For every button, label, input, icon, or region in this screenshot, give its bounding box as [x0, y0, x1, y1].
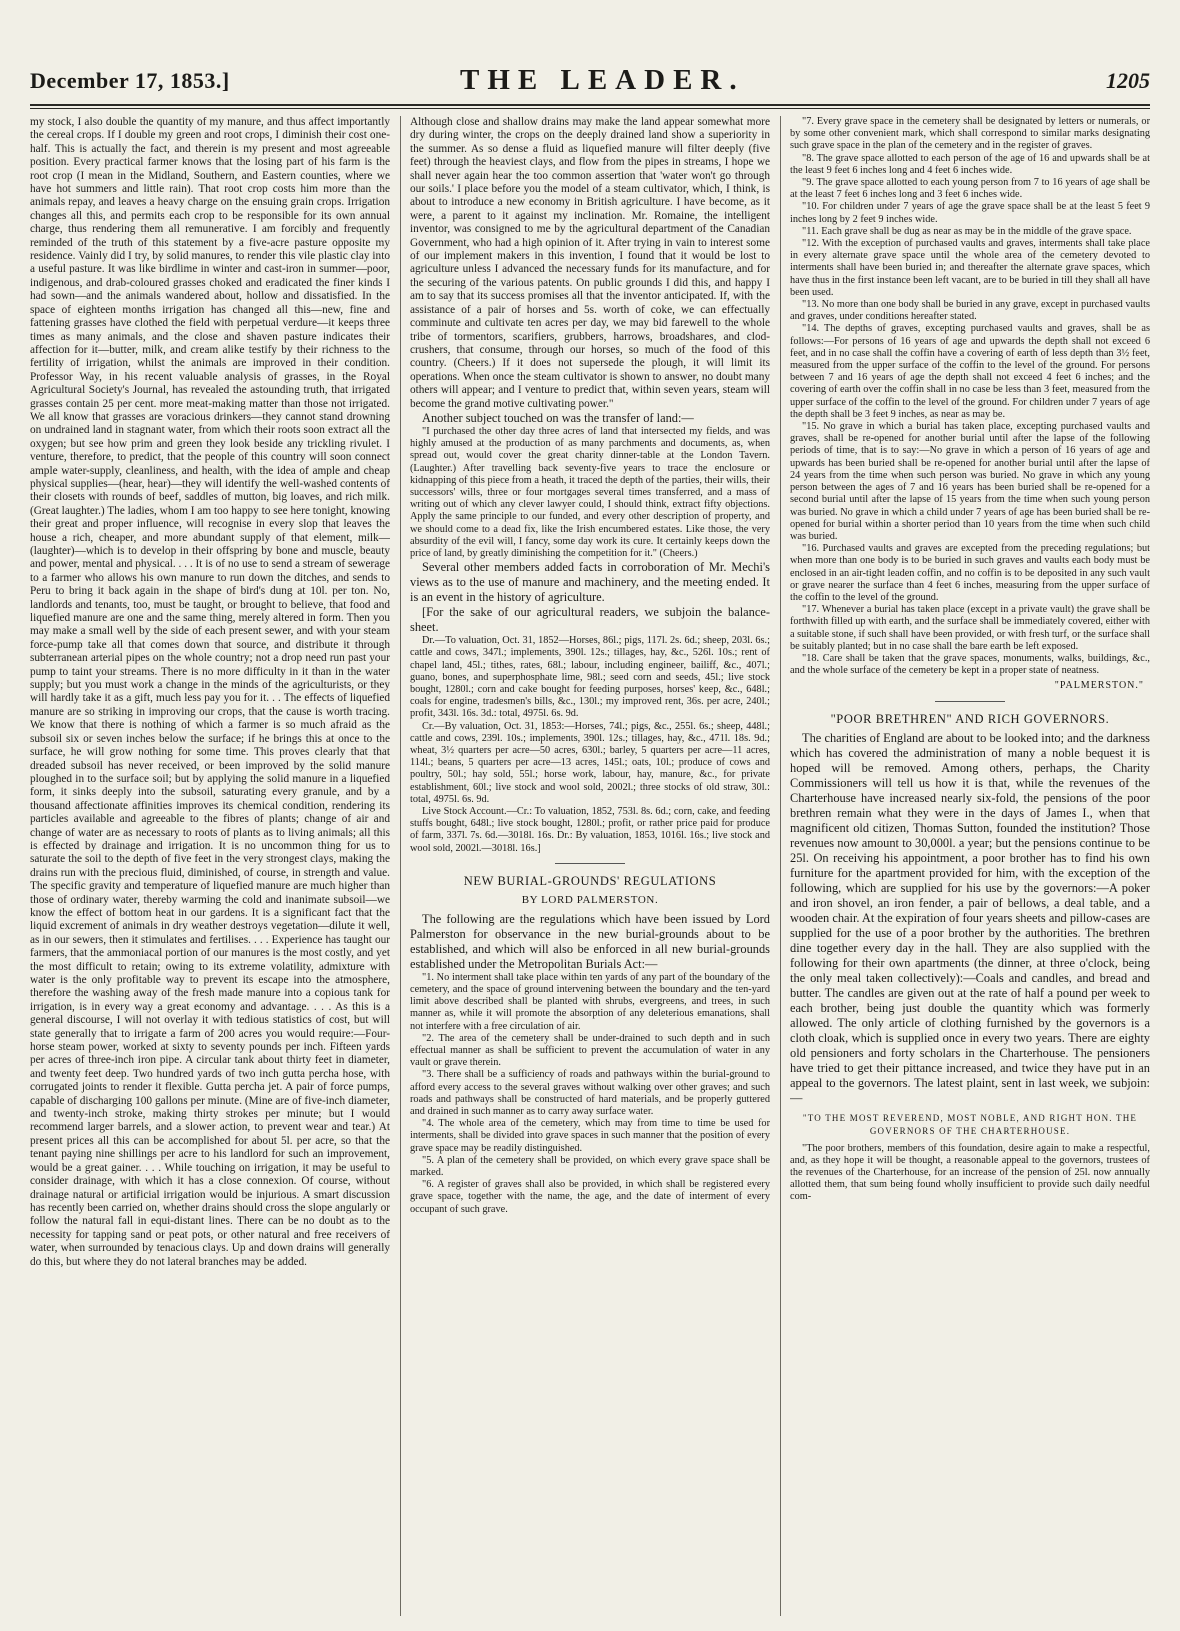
page-number: 1205	[1106, 68, 1150, 93]
masthead	[30, 62, 1150, 102]
issue-date: December 17, 1853.]	[30, 68, 230, 93]
article-paragraph: Although close and shallow drains may make the land appear somewhat more dry during winter, the crops on the deeply drained land show a superiority in the summer. As so dense a fluid as liquefied manure will filter deeply (five feet) through the heaviest clays, and flow from the pipes in streams, I hope we shall never again hear the too common assertion that 'water won't go through our soils.' I place before you the model of a steam cultivator, which, I think, is about to introduce a new economy in British agriculture. I have become, as it were, a parent to it against my inclination. Mr. Romaine, the intelligent inventor, was consigned to me by the agricultural department of the Canadian Government, who had a high opinion of it. After trying in vain to interest some of our implement makers in this invention, I found that it would be lost to agriculture unless I advanced the necessary funds for its manufacture, and for the securing of the various patents. On public grounds I did this, and happy I am to say that its success promises all that the inventor anticipated. If, with the assistance of a pair of horses and 5s. worth of coke, we can effectually comminute and cultivate ten acres per day, we may bid farewell to the whole tribe of tormentors, scarifiers, grubbers, harrows, broadshares, and clod-crushers, that consume, through our horses, so much of the food of this country. (Cheers.) If it does not supersede the plough, it will limit its operations. When once the steam cultivator is shown to answer, no doubt many others will appear; and I venture to predict that, within seven years, steam will become the grand motive cultivating power."	[410, 116, 770, 410]
article-paragraph: [For the sake of our agricultural readers, we subjoin the balance-sheet.	[410, 605, 770, 635]
section-heading: "POOR BRETHREN" AND RICH GOVERNORS.	[830, 711, 1110, 726]
regulation-item: "17. Whenever a burial has taken place (except in a private vault) the grave shall be forthwith filled up with earth, and the surface shall be immediately covered, either with a suitable stone, if such shall have been provided, or with fresh turf, or the surface shall be suitably planted; but in no case shall the bare earth be left exposed.	[790, 604, 1150, 652]
quoted-paragraph: "I purchased the other day three acres of land that intersected my fields, and was highly amused at the production of as many parchments and documents, as, when spread out, would cover the great charity dinner-table at the London Tavern. (Laughter.) After travelling back seventy-five years to trace the enclosure or kidnapping of this piece from a heath, it traced the depth of the parties, their wills, their successors' wills, three or four mortgages several times transferred, and a mass of writing out of which any clever lawyer could, I should think, extract fifty objections. Apply the same principle to our funded, and every other description of property, and we should come to a dead fix, like the Irish encumbered estates. Like those, the very absurdity of the evil will, I fancy, some day work its cure. It certainly keeps down the price of land, by greatly diminishing the competition for it." (Cheers.)	[410, 425, 770, 559]
balance-sheet-credit: Cr.—By valuation, Oct. 31, 1853:—Horses, 74l.; pigs, &c., 255l. 6s.; sheep, 448l.; cattle and cows, 239l. 10s.; implements, 390l. 12s.; tillages, hay, &c., 471l. 18s. 9d.; wheat, 3½ quarters per acre—50 acres, 630l.; barley, 5 quarters per acre—11 acres, 114l.; beans, 5 quarters per acre—13 acres, 145l.; oats, 10l.; produce of cows and poultry, 50l.; hay sold, 55l.; horse work, labour, hay, manure, &c., for private establishment, 60l.; live stock and wool sold, 2002l.; three stocks of old straw, 30l.: total, 4975l. 6s. 9d.	[410, 720, 770, 805]
regulation-item: "11. Each grave shall be dug as near as may be in the middle of the grave space.	[802, 225, 1132, 237]
regulation-item: "15. No grave in which a burial has taken place, excepting purchased vaults and graves, shall be re-opened for another burial until after the lapse of the following periods of time, that is to say:—No grave in which a person of 16 years of age and upwards has been buried shall be re-opened for another burial until after the lapse of 24 years from the time when such person was buried. No grave in which any young person between the ages of 7 and 16 years has been buried shall be re-opened for a second burial until after the lapse of 15 years from the time when such young person was buried. No grave in which a child under 7 years of age has been buried shall be re-opened for burial within a shorter period than 10 years from the time when such child was buried.	[790, 421, 1150, 542]
live-stock-account: Live Stock Account.—Cr.: To valuation, 1852, 753l. 8s. 6d.; corn, cake, and feeding stuffs bought, 648l.; live stock bought, 1280l.; profit, or rather price paid for produce of farm, 337l. 7s. 6d.—3018l. 16s. Dr.: By valuation, 1853, 1016l. 16s.; live stock and wool sold, 2002l.—3018l. 16s.]	[410, 806, 770, 854]
regulation-item: "14. The depths of graves, excepting purchased vaults and graves, shall be as follows:—For persons of 16 years of age and upwards the depth shall not exceed 6 feet, and in no case shall the coffin have a covering of earth of less depth than 3½ feet, measured from the upper surface of the coffin to the level of the ground. For persons between 7 and 16 years of age the depth shall not exceed 4 feet 6 inches; and the covering of earth over the coffin shall in no case be less than 3 feet, measured from the upper surface of the coffin to the level of the ground. For children under 7 years of age the depth shall be 3 feet 9 inches, as near as may be.	[790, 323, 1150, 420]
masthead-rule-thin	[30, 108, 1150, 109]
balance-sheet-debit: Dr.—To valuation, Oct. 31, 1852—Horses, 86l.; pigs, 117l. 2s. 6d.; sheep, 203l. 6s.; cattle and cows, 347l.; implements, 390l. 12s.; tillages, hay, &c., 526l. 10s.; rent of chapel land, 45l.; tithes, rates, 68l.; labour, including engineer, bailiff, &c., 407l.; guano, bones, and superphosphate lime, 98l.; seed corn and seeds, 45l.; live stock bought, 1280l.; corn and cake bought for feeding purposes, horses' keep, &c., 648l.; coals for engine, tradesmen's bills, &c., 130l.; my improved rent, 36s. per acre, 240l.; profit, 343l. 16s. 3d.: total, 4975l. 6s. 9d.	[410, 635, 770, 720]
section-subheading: BY LORD PALMERSTON.	[521, 893, 659, 906]
section-separator	[935, 701, 1005, 702]
signature: "PALMERSTON."	[1054, 680, 1144, 692]
newspaper-title: THE LEADER.	[460, 64, 745, 96]
address-heading: "TO THE MOST REVEREND, MOST NOBLE, AND RIGHT HON. THE GOVERNORS OF THE CHARTERHOUSE.	[802, 1112, 1138, 1137]
regulation-item: "9. The grave space allotted to each young person from 7 to 16 years of age shall be at the least 7 feet 6 inches long and 3 feet 6 inches wide.	[790, 177, 1150, 201]
masthead-rule	[30, 104, 1150, 106]
column-2	[410, 116, 770, 1616]
column-divider	[400, 116, 401, 1616]
section-separator	[555, 863, 625, 864]
regulation-item: "5. A plan of the cemetery shall be provided, on which every grave space shall be marked.	[410, 1154, 770, 1179]
regulation-item: "16. Purchased vaults and graves are excepted from the preceding regulations; but when more than one body is to be buried in such graves and vaults each body must be enclosed in an air-tight leaden coffin, and no coffin is to be deposited in any such vault or grave nearer the surface than 4 feet 6 inches, measuring from the upper surface of the coffin to the level of the ground.	[790, 543, 1150, 603]
regulation-item: "18. Care shall be taken that the grave spaces, monuments, walks, buildings, &c., and the whole surface of the cemetery be kept in a proper state of neatness.	[790, 652, 1150, 677]
column-divider	[780, 116, 781, 1616]
column-1	[30, 116, 390, 1616]
regulation-item: "7. Every grave space in the cemetery shall be designated by letters or numerals, or by some other convenient mark, which shall correspond to similar marks designating such grave space in the plan of the cemetery and in the register of graves.	[790, 116, 1150, 152]
regulation-item: "4. The whole area of the cemetery, which may from time to time be used for interments, shall be divided into grave spaces in such manner that the position of every grave space may be readily distinguished.	[410, 1118, 770, 1154]
regulation-item: "1. No interment shall take place within ten yards of any part of the boundary of the cemetery, and the space of ground intervening between the boundary and the ten-yard limit above described shall be planted with shrubs, evergreens, and trees, in such manner as, while it will promote the absorption of any deleterious emanations, shall not interfere with a free circulation of air.	[410, 971, 770, 1032]
regulation-item: "6. A register of graves shall also be provided, in which shall be registered every grave space, together with the name, the age, and the date of interment of every occupant of such grave.	[410, 1179, 770, 1215]
regulation-item: "3. There shall be a sufficiency of roads and pathways within the burial-ground to afford every access to the several graves without walking over other graves; and such roads and pathways shall be constructed of hard materials, and be properly guttered and drained in such manner as to carry away surface water.	[410, 1069, 770, 1118]
article-paragraph: The following are the regulations which have been issued by Lord Palmerston for observance in the new burial-grounds about to be established, and which will also be enforced in all new burial-grounds established under the Metropolitan Burials Act:—	[410, 911, 770, 971]
regulation-item: "2. The area of the cemetery shall be under-drained to such depth and in such effectual manner as shall be sufficient to prevent the accumulation of water in any vault or grave therein.	[410, 1032, 770, 1069]
regulation-item: "13. No more than one body shall be buried in any grave, except in purchased vaults and graves, under conditions hereafter stated.	[790, 299, 1150, 323]
section-heading: NEW BURIAL-GROUNDS' REGULATIONS	[463, 873, 717, 888]
column-3	[790, 116, 1150, 1616]
article-paragraph: The charities of England are about to be looked into; and the darkness which has covered the administration of many a noble bequest it is hoped will be removed. Among others, perhaps, the Charity Commissioners will tell us how it is that, while the revenues of the Charterhouse have increased nearly six-fold, the pensions of the poor brethren remain what they were in the days of James I., when that magnificent old citizen, Thomas Sutton, founded the institution? Those revenues now amount to 30,000l. a year; but the pensions continue to be 25l. On receiving his appointment, a poor brother has to find his own furniture for the apartment provided for him, with the exception of the following, which are supplied for his use by the governors:—A poker and iron shovel, an iron fender, a pair of bellows, a deal table, and a wooden chair. At the expiration of four years sheets and pillow-cases are supplied for the use of a poor brother by the authorities. The brethren dine together every day in the hall. They are also supplied with the following for their own apartments (the dinner, at three o'clock, being the only meal taken collectively):—Coals and candles, and bread and butter. The candles are given out at the rate of half a pound per week to each brother, being just double the quantity which was formerly allowed. The only article of clothing furnished by the governors is a cloth cloak, which is supplied once in every two years. There are eighty old pensioners and forty scholars in the Charterhouse. The pensioners have tried to get their pittance increased, and twice they have put in an appeal to the governors. The latest plaint, sent in last week, we subjoin:—	[790, 730, 1150, 1105]
article-paragraph: Another subject touched on was the transfer of land:—	[422, 410, 694, 425]
article-paragraph: my stock, I also double the quantity of my manure, and thus affect importantly the cereal crops. If I double my green and root crops, I diminish their cost one-half. This is actually the fact, and therein is my present and most agreeable position. Every practical farmer knows that the losing part of his farm is the root crop (I mean in the Midland, Southern, and Eastern counties, where we have hot summers and little rain). That root crop costs him more than the animals repay, and leaves a heavy charge on the ensuing grain crops. Irrigation changes all this, and permits each crop to be responsible for its own annual charge, thus rendering them all remunerative. I am forcibly and frequently reminded of the truth of this statement by a five-acre pasture opposite my residence. Vainly did I try, by solid manures, to render this vile plastic clay into a useful pasture. It was like birdlime in winter and cast-iron in summer—poor, indigenous, and drab-coloured grasses choked and eradicated the finer kinds I had sown—and the animals wandered about, hollow and dissatisfied. In the space of eighteen months irrigation has changed all this—new, fine and fattening grasses have clothed the field with perpetual verdure—it keeps three times as many animals, and the close and shaven pasture indicates their affection for it—butter, milk, and cream alike testify by their richness to the fertility of irrigation, whilst the animals are improved in their condition. Professor Way, in his recent valuable analysis of grasses, in the Royal Agricultural Society's Journal, has revealed the astounding truth, that irrigated grasses contain 25 per cent. more meat-making matter than those not irrigated. We all know that grasses are voracious drinkers—they cannot stand drowning on undrained land in stagnant water, from which their roots soon extract all the oxygen; but see how prim and green they look beside any trickling rivulet. I venture, therefore, to predict, that the people of this country will soon connect ample water-supply, cleanliness, and health, with the idea of ample and cheap physical supplies—(hear, hear)—they will identify the well-washed contents of their closets with rounds of beef, saddles of mutton, big loaves, and rich milk. (Great laughter.) The ladies, whom I am too happy to see here tonight, knowing their great and proper influence, will recognise in every slop that leaves the house a rich, cheaper, and more abundant supply of that element, milk—(laughter)—which is to develop in their offspring by bone and muscle, beauty and power, mental and physical. . . . It is of no use to send a stream of sewerage to a farmer who allows his own manure to run down the ditches, and sends to Peru to bring it back again in the shape of bird's dung at 10l. per ton. No, landlords and tenants, too, must be taught, or brought to believe, that food and liquefied manure are one and the same thing, merely altered in form. Then you may make a small well by the side of each present sewer, and with your steam force-pump take all that comes down that source, and distribute it through subterranean arterial pipes on the whole country; not a drop need run past your pump to taint your streams. There is no more difficulty in it than in the water supply; but you must work a change in the minds of the agriculturists, or they will hardly take it as a gift, much less pay you for it. . . The effects of liquefied manure are so striking in improving our crops, that the cause is worth tracing. We know that there is nothing of which a farmer is so much afraid as the subsoil six or seven inches below the surface; if he brings this at once to the surface, he will grow nothing for some time. This proves clearly that that dreaded subsoil has never received, or been improved by the solid manure ploughed in to the surface soil; but by applying the solid manure in a liquefied form, it sinks deeply into the subsoil, saturating every granule, and by a thousand affectionate affinities improves its chemical condition, rendering its particles available and agreeable to the fibres of plants; change of air and change of water are as necessary to roots of plants as to living animals; all this is effected by drainage and irrigation. It is no uncommon thing for us to saturate the soil to the depth of five feet in the very strongest clays, making the drains run with the precious fluid, diminished, of course, in strength and value. The specific gravity and temperature of liquefied manure are much higher than those of ordinary water, thereby warming the cold and inanimate subsoil—we know the effect of bottom heat in our gardens. It is a significant fact that the liquid excrement of animals in dry weather destroys vegetation—dilute it well, as in our sewers, then it stimulates and fertilises. . . . Experience has taught our farmers, that the ammoniacal portion of our manures is the most costly, and yet the most difficult to retain; owing to its extreme volatility, admixture with water is the only profitable way to prevent its escape into the atmosphere, therefore the washing away of the fresh made manure into a copious tank for irrigation, is in every way a great economy and advantage. . . . As this is a general discourse, I will not overlay it with tedious statistics of cost, but will state generally that to irrigate a farm of 200 acres you would require:—Four-horse steam power, worked at sixty to seventy pounds per inch. Fifteen yards per acres of three-inch iron pipe. A circular tank about thirty feet in diameter, and twenty feet deep. Two hundred yards of two inch gutta percha hose, with corrugated joints to render it flexible. Gutta percha jet. A pair of force pumps, capable of discharging 100 gallons per minute. (Mine are of five-inch diameter, and twenty-inch stroke, making thirty strokes per minute; but I would recommend larger barrels, and a slower action, to prevent wear and tear.) At present prices all this can be accomplished for about 5l. per acre, so that the tenant paying nine shillings per acre to his landlord for such an improvement, would be a great gainer. . . . While touching on irrigation, it may be useful to consider drainage, with which it has a close connexion. Of course, without drainage natural or artificial irrigation would be injurious. A smart discussion has recently been carried on, whether drains should cross the slope angularly or follow the natural fall in equi-distant lines. There can be no doubt as to the necessity for tapping sand or peat pots, or other natural and free receivers of water, when surrounded by tenacious clays. Up and down drains will generally do this, but where they do not lateral branches may be added.	[30, 116, 390, 1268]
quoted-paragraph: "The poor brothers, members of this foundation, desire again to make a respectful, and, as they hope it will be thought, a reasonable appeal to the governors, trustees of the revenues of the Charterhouse, for an increase of the pension of 25l. now annually allotted them, that sum being found wholly insufficient to provide such daily needful com-	[790, 1142, 1150, 1203]
regulation-item: "8. The grave space allotted to each person of the age of 16 and upwards shall be at the least 9 feet 6 inches long and 4 feet 6 inches wide.	[790, 152, 1150, 176]
regulation-item: "12. With the exception of purchased vaults and graves, interments shall take place in every alternate grave space until the whole area of the cemetery devoted to interments shall have been buried in; and thereafter the alternate grave spaces, which have thus in the first instance been left vacant, are to be buried in till they shall all have been used.	[790, 238, 1150, 298]
article-paragraph: Several other members added facts in corroboration of Mr. Mechi's views as to the use of manure and machinery, and the meeting ended. It is an event in the history of agriculture.	[410, 560, 770, 605]
regulation-item: "10. For children under 7 years of age the grave space shall be at the least 5 feet 9 inches long by 2 feet 9 inches wide.	[790, 201, 1150, 225]
